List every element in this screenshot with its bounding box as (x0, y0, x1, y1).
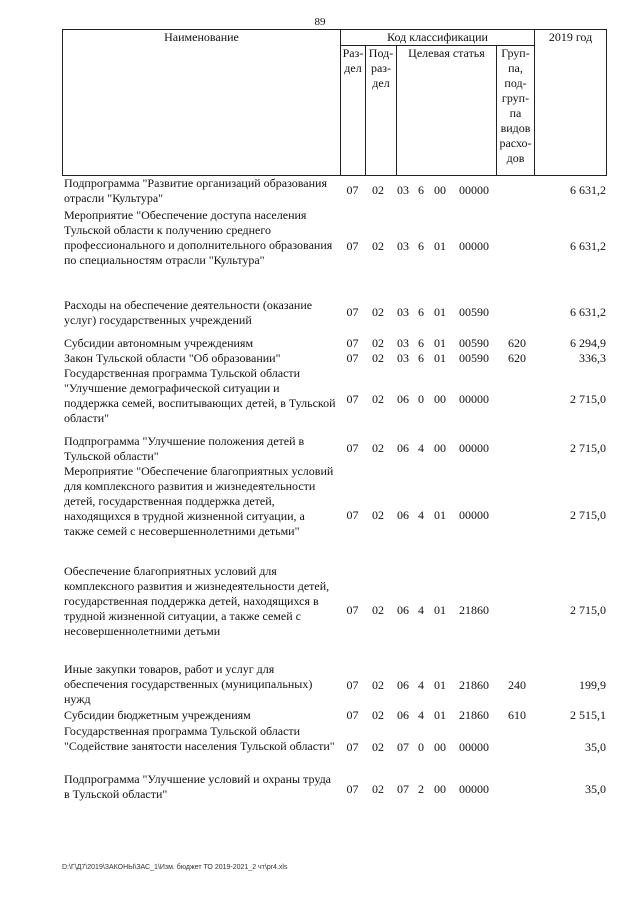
row-rz: 07 (346, 740, 359, 754)
row-b: 4 (418, 603, 424, 617)
row-b: 4 (418, 708, 424, 722)
row-c: 00 (434, 782, 446, 796)
row-name: Субсидии бюджетным учреждениям (64, 708, 251, 722)
row-pr: 02 (372, 603, 384, 617)
row-name: Закон Тульской области "Об образовании" (64, 351, 281, 365)
row-a: 06 (397, 392, 409, 406)
row-rz: 07 (346, 336, 359, 350)
row-b: 0 (418, 392, 424, 406)
row-vr: 620 (508, 336, 526, 350)
row-b: 2 (418, 782, 424, 796)
row-c: 01 (434, 305, 446, 319)
row-c: 00 (434, 392, 446, 406)
row-c: 01 (434, 678, 446, 692)
row-pr: 02 (372, 782, 384, 796)
row-rz: 07 (346, 441, 359, 455)
row-a: 03 (397, 183, 409, 197)
footer-path: D:\Г\Д7\2019\ЗАКОНЫ\ЗАС_1\Изм. бюджет ТО 2019-2021_2 чт\pr4.xls (62, 864, 288, 871)
header-year: 2019 год (535, 30, 607, 176)
row-c: 01 (434, 603, 446, 617)
row-c: 01 (434, 351, 446, 365)
row-a: 07 (397, 740, 409, 754)
row-c: 01 (434, 239, 446, 253)
row-d: 21860 (459, 603, 489, 617)
row-d: 00590 (459, 336, 489, 350)
row-a: 07 (397, 782, 409, 796)
row-pr: 02 (372, 305, 384, 319)
row-rz: 07 (346, 239, 359, 253)
header-podrazdel: Под- раз- дел (366, 46, 397, 176)
row-sum: 2 715,0 (570, 508, 606, 522)
row-sum: 6 631,2 (570, 305, 606, 319)
row-b: 4 (418, 678, 424, 692)
row-sum: 35,0 (585, 740, 606, 754)
row-sum: 6 294,9 (570, 336, 606, 350)
row-b: 4 (418, 508, 424, 522)
row-b: 4 (418, 441, 424, 455)
row-a: 03 (397, 351, 409, 365)
row-pr: 02 (372, 336, 384, 350)
row-name: Субсидии автономным учреждениям (64, 336, 254, 350)
row-sum: 2 715,0 (570, 441, 606, 455)
row-rz: 07 (346, 708, 359, 722)
row-a: 06 (397, 441, 409, 455)
row-b: 6 (418, 183, 424, 197)
row-d: 00590 (459, 305, 489, 319)
row-sum: 6 631,2 (570, 183, 606, 197)
row-b: 6 (418, 239, 424, 253)
row-pr: 02 (372, 183, 384, 197)
row-vr: 240 (508, 678, 526, 692)
row-b: 6 (418, 305, 424, 319)
row-d: 00000 (459, 239, 489, 253)
row-c: 01 (434, 336, 446, 350)
row-c: 01 (434, 508, 446, 522)
row-sum: 336,3 (579, 351, 606, 365)
header-razdel: Раз- дел (341, 46, 366, 176)
row-pr: 02 (372, 441, 384, 455)
row-d: 00000 (459, 183, 489, 197)
row-vr: 610 (508, 708, 526, 722)
row-name: Обеспечение благоприятных условий для комплексного развития и жизнедеятельности детей, государственная поддержка детей, находящихся в трудной жизненной ситуации, а также семей с несовершеннолетними детьми (64, 564, 330, 638)
page-number: 89 (314, 16, 326, 28)
header-vid: Груп- па, под- груп- па видов расхо- дов (497, 46, 535, 176)
row-name: Государственная программа Тульской области "Улучшение демографической ситуации и поддержка семей, воспитывающих детей, в Тульской области" (64, 366, 336, 425)
row-d: 00000 (459, 392, 489, 406)
row-rz: 07 (346, 508, 359, 522)
row-b: 6 (418, 336, 424, 350)
row-d: 00000 (459, 740, 489, 754)
row-d: 00000 (459, 441, 489, 455)
row-pr: 02 (372, 740, 384, 754)
row-pr: 02 (372, 239, 384, 253)
row-a: 03 (397, 336, 409, 350)
row-b: 6 (418, 351, 424, 365)
row-c: 00 (434, 183, 446, 197)
row-rz: 07 (346, 305, 359, 319)
row-name: Подпрограмма "Развитие организаций образования отрасли "Культура" (64, 176, 327, 205)
row-sum: 2 515,1 (570, 708, 606, 722)
row-pr: 02 (372, 708, 384, 722)
row-pr: 02 (372, 351, 384, 365)
row-d: 21860 (459, 708, 489, 722)
row-sum: 35,0 (585, 782, 606, 796)
row-rz: 07 (346, 351, 359, 365)
row-d: 00590 (459, 351, 489, 365)
row-name: Государственная программа Тульской области "Содействие занятости населения Тульской области" (64, 724, 335, 753)
row-name: Расходы на обеспечение деятельности (оказание услуг) государственных учреждений (64, 298, 313, 327)
row-pr: 02 (372, 678, 384, 692)
row-name: Иные закупки товаров, работ и услуг для обеспечения государственных (муниципальных) нужд (64, 662, 313, 706)
row-c: 01 (434, 708, 446, 722)
row-rz: 07 (346, 603, 359, 617)
row-rz: 07 (346, 183, 359, 197)
row-c: 00 (434, 441, 446, 455)
header-target: Целевая статья (397, 46, 497, 176)
row-name: Мероприятие "Обеспечение благоприятных условий для комплексного развития и жизнедеятельности детей, государственная поддержка детей, находящихся в трудной жизненной ситуации, а также семей с несовершеннолетними детьми" (64, 464, 334, 538)
table-header (62, 29, 607, 176)
row-a: 06 (397, 708, 409, 722)
row-rz: 07 (346, 782, 359, 796)
row-sum: 6 631,2 (570, 239, 606, 253)
row-a: 06 (397, 678, 409, 692)
row-d: 00000 (459, 508, 489, 522)
row-a: 06 (397, 508, 409, 522)
row-name: Подпрограмма "Улучшение положения детей в Тульской области" (64, 434, 305, 463)
row-d: 21860 (459, 678, 489, 692)
row-sum: 199,9 (579, 678, 606, 692)
header-code-group: Код классификации (341, 30, 535, 46)
row-pr: 02 (372, 508, 384, 522)
row-a: 03 (397, 239, 409, 253)
row-a: 06 (397, 603, 409, 617)
header-name: Наименование (63, 30, 341, 176)
row-pr: 02 (372, 392, 384, 406)
row-b: 0 (418, 740, 424, 754)
row-name: Подпрограмма "Улучшение условий и охраны труда в Тульской области" (64, 772, 331, 801)
row-d: 00000 (459, 782, 489, 796)
row-c: 00 (434, 740, 446, 754)
row-sum: 2 715,0 (570, 603, 606, 617)
row-vr: 620 (508, 351, 526, 365)
row-rz: 07 (346, 678, 359, 692)
row-sum: 2 715,0 (570, 392, 606, 406)
row-name: Мероприятие "Обеспечение доступа населения Тульской области к получению среднего профессионального и дополнительного образования по специальностям отрасли "Культура" (64, 208, 333, 267)
row-a: 03 (397, 305, 409, 319)
row-rz: 07 (346, 392, 359, 406)
